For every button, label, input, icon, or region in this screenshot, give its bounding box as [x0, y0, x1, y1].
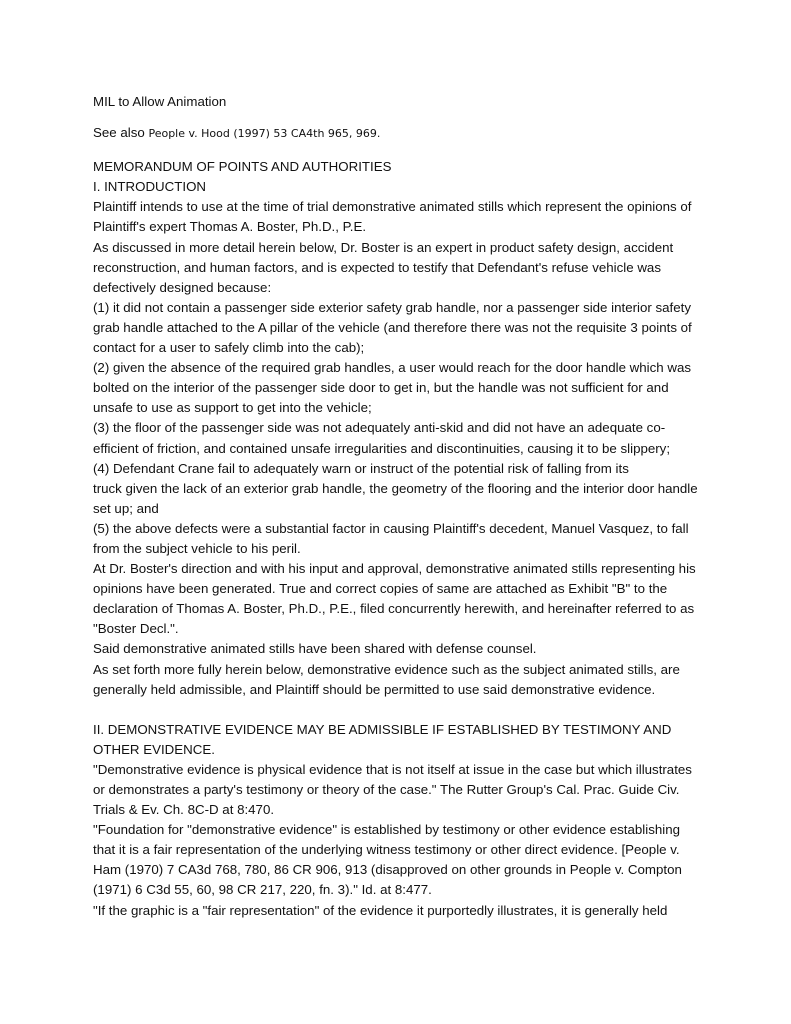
paragraph: "Foundation for "demonstrative evidence" is established by testimony or other evidence establishing that it is a fair representation of the underlying witness testimony or other direct evidence. [People v. Ham (1970) 7 CA3d 768, 780, 86 CR 906, 913 (disapproved on other grounds in People v. Compton (1971) 6 C3d 55, 60, 98 CR 217, 220, fn. 3)." Id. at 8:477. — [93, 822, 682, 898]
list-item: (2) given the absence of the required grab handles, a user would reach for the door handle which was bolted on the interior of the passenger side door to get in, but the handle was not sufficient for and unsafe to use as support to get into the vehicle; — [93, 360, 691, 416]
document-title: MIL to Allow Animation — [93, 94, 227, 109]
paragraph: "Demonstrative evidence is physical evidence that is not itself at issue in the case but which illustrates or demonstrates a party's testimony or theory of the case." The Rutter Group's Cal. Prac. Guide Civ. Trials & Ev. Ch. 8C-D at 8:470. — [93, 761, 692, 818]
paragraph: Plaintiff intends to use at the time of trial demonstrative animated stills which represent the opinions of Plaintiff's expert Thomas A. Boster, Ph.D., P.E. — [93, 199, 692, 235]
paragraph: Said demonstrative animated stills have been shared with defense counsel. — [93, 641, 537, 657]
see-also-line — [93, 123, 703, 144]
section-heading: II. DEMONSTRATIVE EVIDENCE MAY BE ADMISSIBLE IF ESTABLISHED BY TESTIMONY AND OTHER EVIDENCE. — [93, 721, 672, 757]
see-also-label: See also — [93, 125, 145, 141]
paragraph: As discussed in more detail herein below, Dr. Boster is an expert in product safety design, accident reconstruction, and human factors, and is expected to testify that Defendant's refuse vehicle was defectively designed because: — [93, 239, 674, 295]
paragraph: As set forth more fully herein below, demonstrative evidence such as the subject animated stills, are generally held admissible, and Plaintiff should be permitted to use said demonstrative evidence. — [93, 661, 680, 697]
paragraph: At Dr. Boster's direction and with his input and approval, demonstrative animated stills representing his opinions have been generated. True and correct copies of same are attached as Exhibit "B" to the declaration of Thomas A. Boster, Ph.D., P.E., filed concurrently herewith, and hereinafter referred to as "Boster Decl.". — [93, 561, 696, 637]
list-item: (4) Defendant Crane fail to adequately warn or instruct of the potential risk of falling from its — [93, 460, 629, 476]
list-item-continuation: truck given the lack of an exterior grab handle, the geometry of the flooring and the interior door handle set up; and — [93, 480, 698, 516]
see-also-citation: People v. Hood (1997) 53 CA4th 965, 969. — [148, 127, 381, 141]
section-gap — [93, 700, 703, 720]
list-item: (3) the floor of the passenger side was not adequately anti-skid and did not have an adequate co-efficient of friction, and contained unsafe irregularities and discontinuities, causing it to be slippery; — [93, 420, 671, 456]
document-page — [93, 92, 703, 921]
section-introduction — [93, 157, 703, 700]
list-item: (1) it did not contain a passenger side exterior safety grab handle, nor a passenger side interior safety grab handle attached to the A pillar of the vehicle (and therefore there was not the requisite 3 points of contact for a user to safely climb into the cab); — [93, 299, 692, 356]
list-item: (5) the above defects were a substantial factor in causing Plaintiff's decedent, Manuel Vasquez, to fall from the subject vehicle to his peril. — [93, 520, 689, 556]
introduction-heading: I. INTRODUCTION — [93, 179, 207, 195]
section-demonstrative-evidence — [93, 720, 703, 921]
memorandum-heading: MEMORANDUM OF POINTS AND AUTHORITIES — [93, 159, 392, 175]
paragraph: "If the graphic is a "fair representation" of the evidence it purportedly illustrates, it is generally held — [93, 902, 668, 918]
